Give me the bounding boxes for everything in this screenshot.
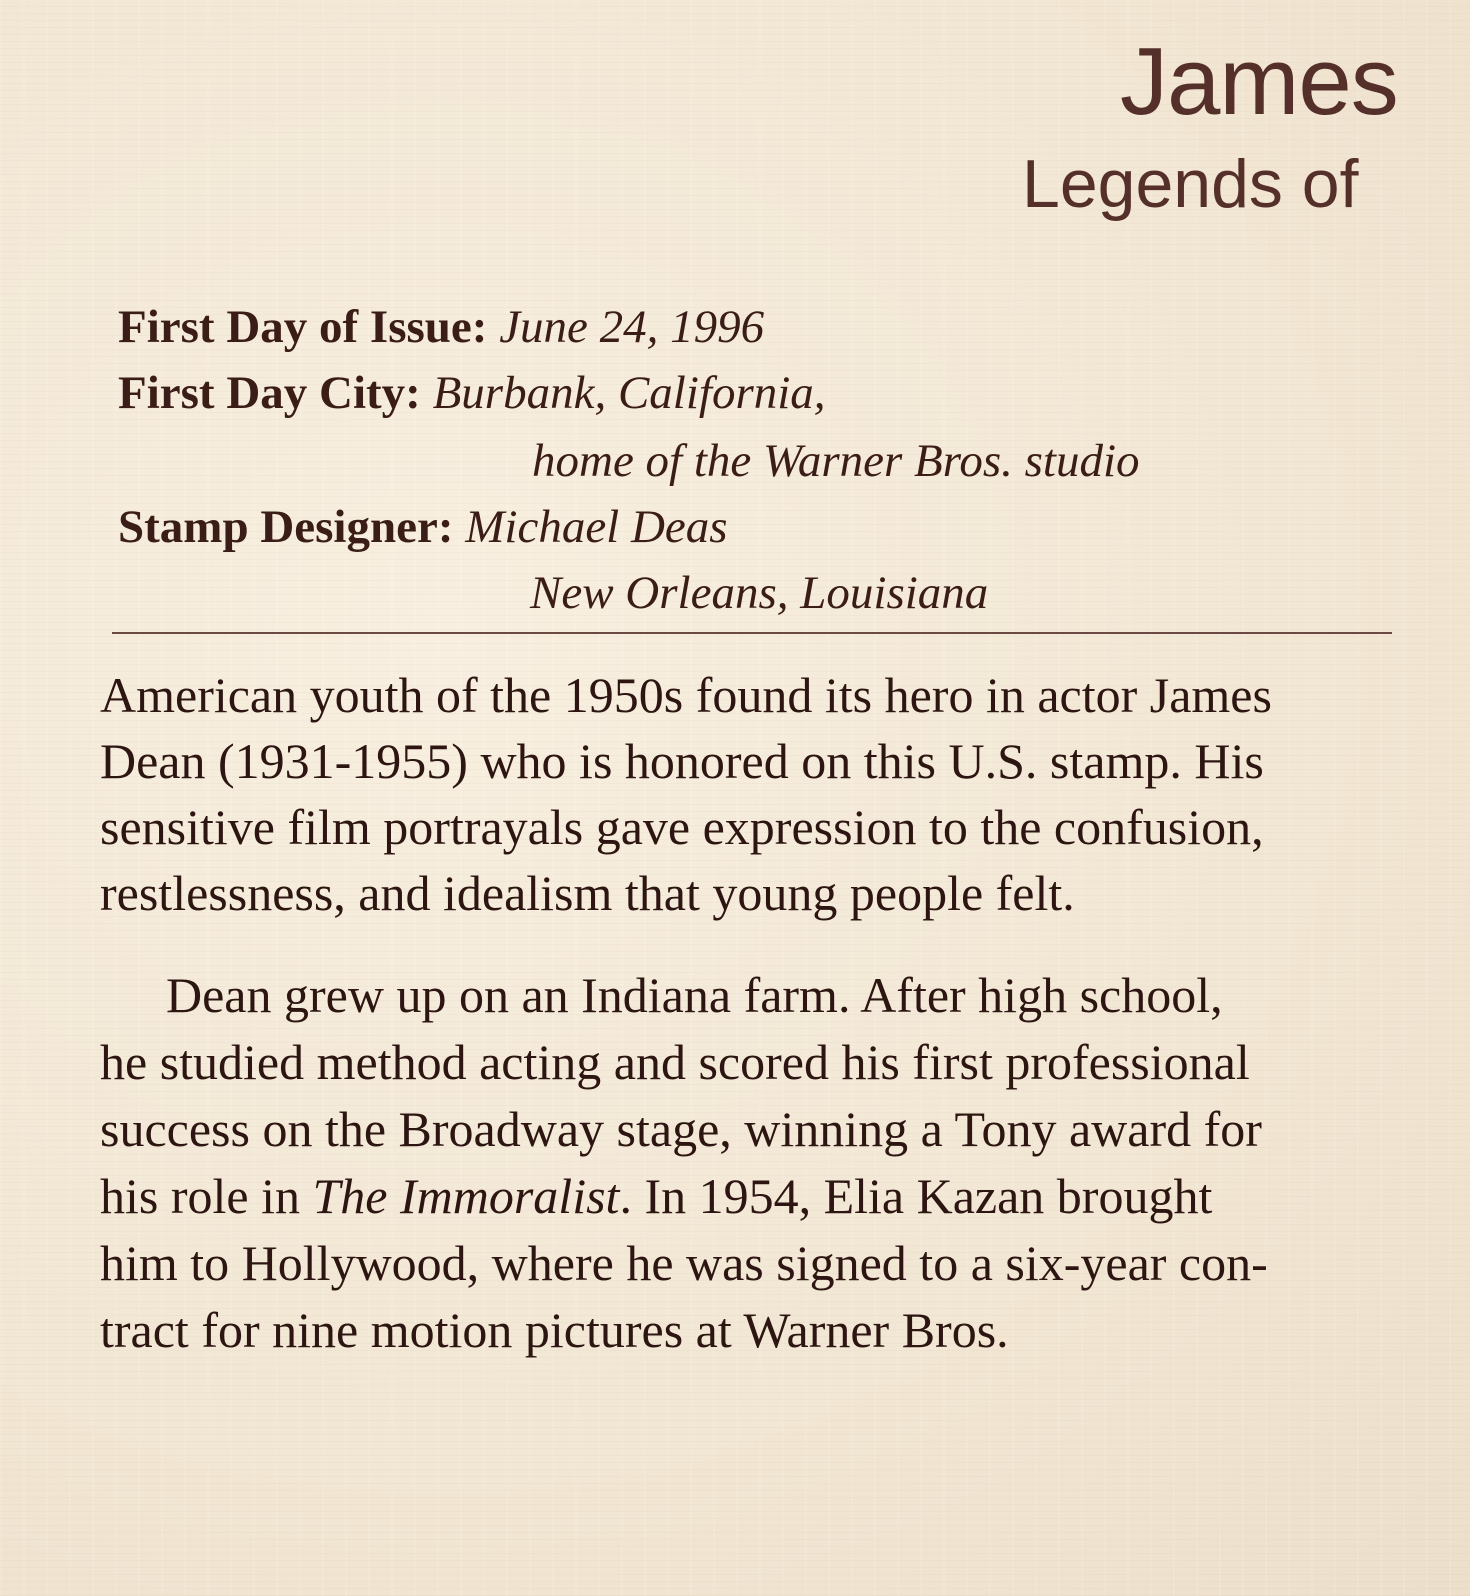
- card-heading: [1000, 30, 1470, 230]
- heading-subtitle: Legends of: [1022, 146, 1359, 222]
- paragraph-1-line: American youth of the 1950s found its hero in actor James: [100, 667, 1272, 723]
- paragraph-2-line: [100, 1163, 1400, 1230]
- first-day-issue-value: June 24, 1996: [499, 301, 765, 353]
- film-title: The Immoralist: [312, 1168, 620, 1224]
- divider-rule: [112, 632, 1392, 634]
- paragraph-2-line: success on the Broadway stage, winning a Tony award for: [100, 1101, 1262, 1157]
- first-day-issue-row: [118, 300, 764, 354]
- stamp-designer-value: Michael Deas: [465, 501, 728, 553]
- heading-title: James: [1120, 30, 1398, 135]
- paragraph-2-line: Dean grew up on an Indiana farm. After high school,: [166, 967, 1223, 1023]
- stamp-designer-row: [118, 500, 728, 554]
- first-day-issue-label: First Day of Issue:: [118, 301, 488, 353]
- first-day-city-row: [118, 366, 826, 420]
- paragraph-2: [100, 962, 1400, 1364]
- first-day-city-label: First Day City:: [118, 367, 421, 419]
- paragraph-2-line: he studied method acting and scored his first professional: [100, 1034, 1250, 1090]
- paragraph-2-line: him to Hollywood, where he was signed to a six-year con-: [100, 1235, 1268, 1291]
- paragraph-2-line: tract for nine motion pictures at Warner Bros.: [100, 1302, 1009, 1358]
- stamp-designer-location: New Orleans, Louisiana: [530, 567, 989, 619]
- paragraph-1: [100, 662, 1400, 926]
- first-day-city-value: Burbank, California,: [432, 367, 826, 419]
- paragraph-2-line-text: . In 1954, Elia Kazan brought: [619, 1168, 1213, 1224]
- paragraph-2-line-text: his role in: [100, 1168, 313, 1224]
- stamp-designer-label: Stamp Designer:: [118, 501, 454, 553]
- first-day-city-value-continued: home of the Warner Bros. studio: [532, 435, 1140, 487]
- paragraph-1-line: Dean (1931-1955) who is honored on this U.S. stamp. His: [100, 733, 1264, 789]
- paragraph-1-line: restlessness, and idealism that young people felt.: [100, 865, 1075, 921]
- paragraph-1-line: sensitive film portrayals gave expression to the confusion,: [100, 799, 1264, 855]
